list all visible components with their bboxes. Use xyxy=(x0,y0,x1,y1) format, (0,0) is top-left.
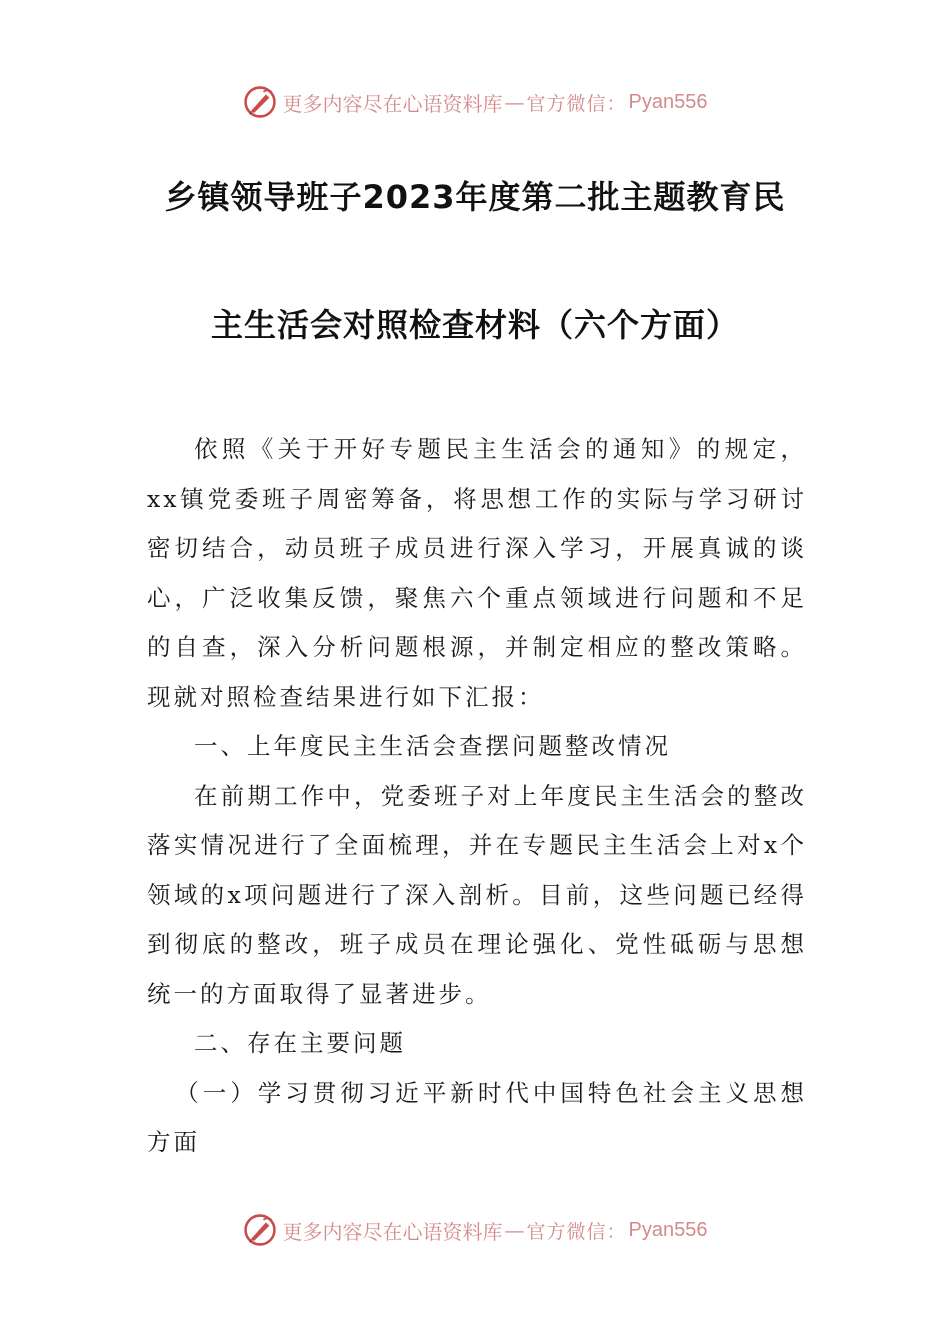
section-heading-1: 一、上年度民主生活会查摆问题整改情况 xyxy=(194,732,671,760)
banner-wechat-label: 官方微信： xyxy=(526,92,627,115)
footer-watermark-banner xyxy=(0,1210,950,1250)
banner-wechat-id: Pyan556 xyxy=(628,90,708,113)
banner-slogan: 更多内容尽在心语资料库 xyxy=(282,91,503,116)
document-body xyxy=(147,425,807,1168)
intro-paragraph: 依照《关于开好专题民主生活会的通知》的规定，xx镇党委班子周密筹备，将思想工作的实际与学习研讨密切结合，动员班子成员进行深入学习，开展真诚的谈心，广泛收集反馈，聚焦六个重点领域进行问题和不足的自查，深入分析问题根源，并制定相应的整改策略。现就对照检查结果进行如下汇报： xyxy=(147,435,807,711)
banner-wechat-label: 官方微信： xyxy=(526,1220,627,1243)
document-title-line1: 乡镇领导班子2023年度第二批主题教育民 xyxy=(164,178,786,216)
pen-logo-icon xyxy=(243,1213,277,1247)
subsection-heading-1: （一）学习贯彻习近平新时代中国特色社会主义思想方面 xyxy=(147,1078,807,1156)
banner-wechat-id: Pyan556 xyxy=(628,1218,708,1241)
header-watermark-banner xyxy=(0,82,950,122)
banner-separator: — xyxy=(504,1218,525,1242)
document-title-line2: 主生活会对照检查材料（六个方面） xyxy=(210,306,739,344)
banner-slogan: 更多内容尽在心语资料库 xyxy=(282,1219,503,1244)
section-1-paragraph: 在前期工作中，党委班子对上年度民主生活会的整改落实情况进行了全面梳理，并在专题民主生活会上对x个领域的x项问题进行了深入剖析。目前，这些问题已经得到彻底的整改，班子成员在理论强化、党性砥砺与思想统一的方面取得了显著进步。 xyxy=(147,781,807,1008)
section-heading-2: 二、存在主要问题 xyxy=(194,1029,406,1057)
pen-logo-icon xyxy=(243,85,277,119)
banner-separator: — xyxy=(504,90,525,114)
